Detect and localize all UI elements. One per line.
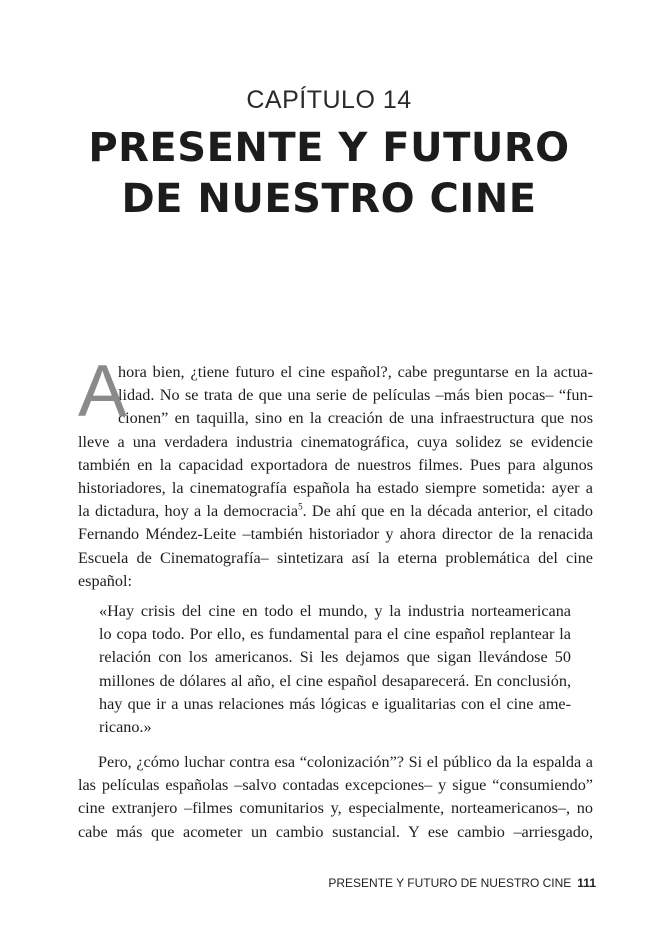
paragraph-line: cine extranjero –filmes comunitarios y, especialmente, norteamericanos–, no <box>78 799 593 818</box>
paragraph-line: español: <box>78 571 132 590</box>
paragraph-line: cabe más que acometer un cambio sustancial. Y ese cambio –arriesgado, <box>78 822 593 841</box>
paragraph-line: Escuela de Cinematografía– sintetizara así la eterna problemática del cine <box>78 548 593 567</box>
chapter-label: CAPÍTULO 14 <box>246 86 412 114</box>
chapter-title-line-2: DE NUESTRO CINE <box>121 176 537 222</box>
paragraph-line: lleve a una verdadera industria cinematográfica, cuya solidez se evidencie <box>78 432 593 451</box>
quote-line: ricano.» <box>99 717 152 736</box>
quote-line: hay que ir a unas relaciones más lógicas e igualitarias con el cine ame- <box>99 694 571 713</box>
quote-line: lo copa todo. Por ello, es fundamental para el cine español replantear la <box>99 625 571 644</box>
quote-line: «Hay crisis del cine en todo el mundo, y la industria norteamericana <box>99 602 571 620</box>
paragraph-line: Pero, ¿cómo luchar contra esa “colonización”? Si el público da la espalda a <box>98 753 593 771</box>
paragraph-line <box>78 500 593 523</box>
drop-cap: A <box>78 351 127 432</box>
chapter-title-line-1: PRESENTE Y FUTURO <box>88 125 570 171</box>
quote-line: millones de dólares al año, el cine español desaparecerá. En conclusión, <box>99 671 571 690</box>
footnote-reference[interactable]: 5 <box>298 501 303 512</box>
page-footer <box>328 876 596 890</box>
paragraph-line-text: . De ahí que en la década anterior, el citado <box>302 502 593 521</box>
paragraph-line: también en la capacidad exportadora de nuestros filmes. Pues para algunos <box>78 455 593 474</box>
page-number: 111 <box>577 876 596 890</box>
paragraph-line-text: la dictadura, hoy a la democracia <box>78 502 299 521</box>
paragraph-line: lidad. No se trata de que una serie de películas –más bien pocas– “fun- <box>118 386 593 405</box>
intro-paragraph <box>78 351 593 593</box>
paragraph-line: cionen” en taquilla, sino en la creación de una infraestructura que nos <box>118 409 593 428</box>
second-paragraph <box>78 751 593 844</box>
chapter-title <box>0 123 658 225</box>
quote-line: relación con los americanos. Si les dejamos que sigan llevándose 50 <box>99 648 571 667</box>
paragraph-line: historiadores, la cinematografía española ha estado siempre sometida: ayer a <box>78 478 593 497</box>
paragraph-line: Fernando Méndez-Leite –también historiador y ahora director de la renacida <box>78 525 593 544</box>
running-title: PRESENTE Y FUTURO DE NUESTRO CINE <box>328 876 572 890</box>
block-quote <box>99 600 571 739</box>
paragraph-line: hora bien, ¿tiene futuro el cine español?, cabe preguntarse en la actua- <box>118 363 593 381</box>
paragraph-line: las películas españolas –salvo contadas excepciones– y sigue “consumiendo” <box>78 776 593 795</box>
